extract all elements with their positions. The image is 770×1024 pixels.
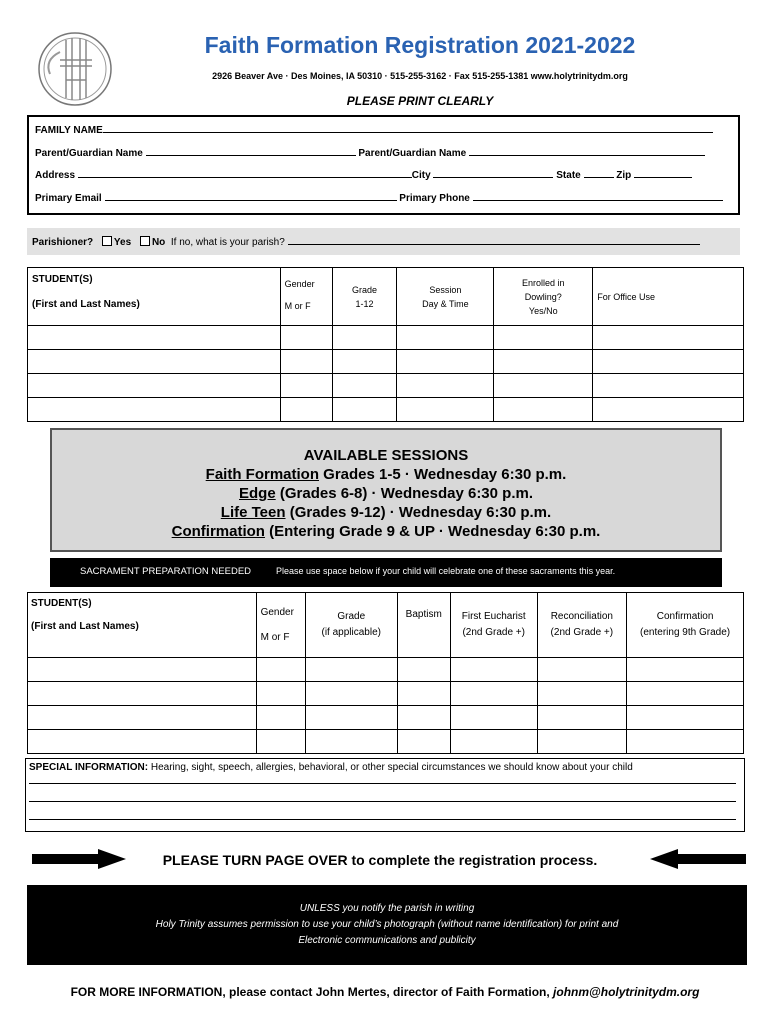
table-cell[interactable] [28,706,257,730]
table-cell[interactable] [256,730,305,754]
table-cell[interactable] [397,682,450,706]
table-cell[interactable] [494,326,593,350]
session-header-sub: Day & Time [422,298,469,309]
table-cell[interactable] [537,706,627,730]
table-cell[interactable] [305,682,397,706]
reconciliation-header-cell [537,593,627,658]
grade-header-sub: 1-12 [355,298,374,309]
table-cell[interactable] [537,658,627,682]
phone-field[interactable] [473,191,723,201]
confirmation-label: Confirmation [656,611,714,622]
table-row [28,398,744,422]
session-detail-2: (Grades 6-8) · Wednesday 6:30 p.m. [275,485,533,502]
holy-trinity-logo-icon [36,30,114,108]
turn-page-note: PLEASE TURN PAGE OVER to complete the registration process. [162,852,598,868]
sacrament-table [27,592,744,754]
state-field[interactable] [584,168,614,178]
table-row [28,706,744,730]
sac-student-header-cell [28,593,257,658]
session-name-1: Faith Formation [205,466,319,483]
table-cell[interactable] [397,350,494,374]
dowling-header-label-2: Dowling? [524,291,562,302]
table-cell[interactable] [305,658,397,682]
guardian1-field[interactable] [146,146,356,156]
confirmation-header-cell [627,593,744,658]
special-info-line-1[interactable] [29,783,736,784]
table-cell[interactable] [305,730,397,754]
yes-checkbox[interactable] [102,236,112,246]
contact-footer [0,985,770,999]
session-line-2 [52,484,720,503]
students-table [27,267,744,422]
photo-permission-notice [27,885,747,965]
zip-label: Zip [616,170,632,181]
table-row [28,374,744,398]
table-cell[interactable] [280,350,332,374]
arrow-left-icon [650,849,746,869]
sessions-heading: AVAILABLE SESSIONS [303,447,469,464]
table-cell[interactable] [28,350,281,374]
table-row [28,658,744,682]
print-clearly-note: PLEASE PRINT CLEARLY [346,94,494,108]
special-info-line-2[interactable] [29,801,736,802]
address-label: Address [35,170,76,181]
family-name-field[interactable] [103,123,713,133]
special-info-label: SPECIAL INFORMATION: [29,762,149,773]
session-header-label: Session [429,284,462,295]
table-cell[interactable] [627,706,744,730]
table-cell[interactable] [397,398,494,422]
table-cell[interactable] [450,682,537,706]
gender-header-sub: M or F [284,301,311,311]
arrow-right-icon [32,849,126,869]
table-cell[interactable] [256,706,305,730]
email-label: Primary Email [35,193,102,204]
office-use-header-cell [593,268,744,326]
table-cell[interactable] [332,326,397,350]
sac-gender-label: Gender [260,607,294,618]
table-cell[interactable] [593,326,744,350]
table-cell[interactable] [593,350,744,374]
grade-header-cell [332,268,397,326]
table-cell[interactable] [305,706,397,730]
sac-student-label: STUDENT(S) [31,598,92,609]
student-header-cell [28,268,281,326]
table-cell[interactable] [397,658,450,682]
baptism-header-cell [397,593,450,658]
session-line-4 [52,522,720,541]
city-field[interactable] [433,168,553,178]
family-name-label: FAMILY NAME [35,125,103,136]
table-cell[interactable] [537,682,627,706]
sacrament-note: Please use space below if your child will celebrate one of these sacraments this year. [276,566,616,576]
sac-grade-header-cell [305,593,397,658]
yes-label: Yes [113,237,132,248]
eucharist-header-cell [450,593,537,658]
table-cell[interactable] [494,398,593,422]
sac-student-sub: (First and Last Names) [31,621,139,632]
no-label: No [151,237,166,248]
city-label: City [411,170,431,181]
guardian1-label: Parent/Guardian Name [35,148,143,159]
special-info-line-3[interactable] [29,819,736,820]
sacrament-bar [50,558,722,587]
dowling-header-label-3: Yes/No [528,305,558,316]
photo-notice-line-2: Holy Trinity assumes permission to use your child’s photograph (without name identification) for print and [155,919,619,930]
table-cell[interactable] [332,398,397,422]
reconciliation-sub: (2nd Grade +) [550,627,614,638]
table-cell[interactable] [450,706,537,730]
parish-name-field[interactable] [288,235,700,245]
email-field[interactable] [105,191,397,201]
table-cell[interactable] [593,374,744,398]
session-line-1 [52,465,720,484]
table-cell[interactable] [256,682,305,706]
special-info-text [29,762,633,773]
sacrament-header-row [28,593,744,658]
session-line-3 [52,503,720,522]
table-cell[interactable] [397,706,450,730]
sac-grade-label: Grade [337,611,366,622]
guardian2-field[interactable] [469,146,705,156]
dowling-header-cell [494,268,593,326]
students-header-row [28,268,744,326]
confirmation-sub: (entering 9th Grade) [640,627,731,638]
family-info-box [27,115,740,215]
table-cell[interactable] [28,398,281,422]
guardian2-label: Parent/Guardian Name [358,148,467,159]
table-row [28,682,744,706]
table-cell[interactable] [450,658,537,682]
table-row [28,350,744,374]
session-detail-3: (Grades 9-12) · Wednesday 6:30 p.m. [285,504,552,521]
table-cell[interactable] [28,658,257,682]
no-checkbox[interactable] [140,236,150,246]
table-cell[interactable] [593,398,744,422]
baptism-label: Baptism [405,609,442,620]
table-cell[interactable] [256,658,305,682]
table-cell[interactable] [332,374,397,398]
page-title: Faith Formation Registration 2021-2022 [204,32,636,58]
table-cell[interactable] [28,326,281,350]
sacrament-heading: SACRAMENT PREPARATION NEEDED [80,566,252,577]
table-cell[interactable] [494,374,593,398]
reconciliation-label: Reconciliation [550,611,613,622]
sac-gender-header-cell [256,593,305,658]
gender-header-label: Gender [284,279,315,289]
table-cell[interactable] [397,326,494,350]
table-cell[interactable] [627,658,744,682]
student-header-sub: (First and Last Names) [32,299,140,310]
contact-email-link[interactable]: johnm@holytrinitydm.org [553,985,700,999]
session-name-2: Edge [239,485,276,502]
dowling-header-label-1: Enrolled in [522,277,565,288]
parishioner-label: Parishioner? [32,237,94,248]
session-name-4: Confirmation [171,523,265,540]
address-field[interactable] [78,168,412,178]
parishioner-bar [27,228,740,255]
eucharist-label: First Eucharist [461,611,526,622]
table-cell[interactable] [280,398,332,422]
eucharist-sub: (2nd Grade +) [462,627,525,638]
office-use-label: For Office Use [597,291,656,302]
special-info-desc: Hearing, sight, speech, allergies, behavioral, or other special circumstances we should know about your child [148,762,633,773]
sac-gender-sub: M or F [260,632,290,643]
parish-address: 2926 Beaver Ave · Des Moines, IA 50310 · 515-255-3162 · Fax 515-255-1381 www.holytrinitydm.org [212,71,628,81]
state-label: State [556,170,581,181]
table-cell[interactable] [280,374,332,398]
contact-text: FOR MORE INFORMATION, please contact John Mertes, director of Faith Formation, [70,985,554,999]
table-cell[interactable] [397,730,450,754]
table-cell[interactable] [332,350,397,374]
photo-notice-line-1: UNLESS you notify the parish in writing [299,903,475,914]
phone-label: Primary Phone [399,193,470,204]
session-detail-4: (Entering Grade 9 & UP · Wednesday 6:30 p.m. [264,523,601,540]
photo-notice-line-3: Electronic communications and publicity [298,935,476,946]
zip-field[interactable] [634,168,692,178]
grade-header-label: Grade [352,284,378,295]
table-cell[interactable] [494,350,593,374]
available-sessions-box [50,428,722,552]
table-row [28,326,744,350]
table-cell[interactable] [450,730,537,754]
table-cell[interactable] [28,374,281,398]
sac-grade-sub: (if applicable) [321,627,381,638]
gender-header-cell [280,268,332,326]
table-cell[interactable] [28,730,257,754]
student-header-label: STUDENT(S) [32,274,93,285]
table-cell[interactable] [627,730,744,754]
table-row [28,730,744,754]
table-cell[interactable] [627,682,744,706]
table-cell[interactable] [537,730,627,754]
table-cell[interactable] [28,682,257,706]
session-name-3: Life Teen [220,504,286,521]
session-detail-1: Grades 1-5 · Wednesday 6:30 p.m. [319,466,567,483]
table-cell[interactable] [397,374,494,398]
parish-question-label: If no, what is your parish? [170,237,285,248]
special-information-box [25,758,745,832]
table-cell[interactable] [280,326,332,350]
session-header-cell [397,268,494,326]
